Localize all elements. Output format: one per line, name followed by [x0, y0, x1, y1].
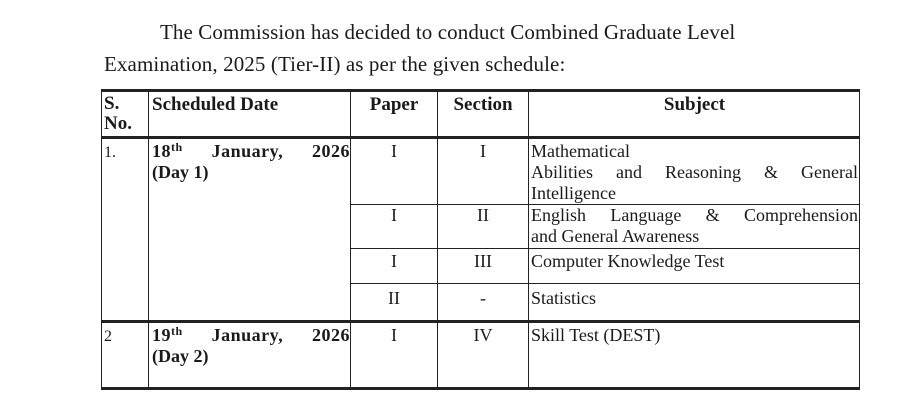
- intro-line-1: The Commission has decided to conduct Combined Graduate Level: [160, 20, 736, 44]
- row-paper: I: [351, 322, 438, 389]
- row-scheduled-date: [149, 138, 351, 322]
- intro-paragraph: [104, 16, 864, 80]
- table-row: [102, 322, 860, 389]
- row-paper: I: [351, 138, 438, 205]
- schedule-table: [101, 89, 860, 390]
- row-section: II: [438, 205, 529, 249]
- row-sno: 1.: [102, 138, 149, 322]
- row-paper: I: [351, 249, 438, 284]
- row-subject: Mathematical Abilities and Reasoning & General Intelligence: [529, 138, 860, 205]
- row-scheduled-date: [149, 322, 351, 389]
- header-subject: Subject: [529, 91, 860, 138]
- row-subject: English Language & Comprehension and General Awareness: [529, 205, 860, 249]
- date-line: 18th January, 2026: [152, 140, 350, 161]
- date-line: 19th January, 2026: [152, 324, 350, 345]
- header-scheduled-date: Scheduled Date: [149, 91, 351, 138]
- row-sno: 2: [102, 322, 149, 389]
- row-subject: Skill Test (DEST): [529, 322, 860, 389]
- table-row: [102, 138, 860, 205]
- row-paper: II: [351, 284, 438, 322]
- row-paper: I: [351, 205, 438, 249]
- row-section: I: [438, 138, 529, 205]
- row-section: IV: [438, 322, 529, 389]
- header-paper: Paper: [351, 91, 438, 138]
- intro-line-2: Examination, 2025 (Tier-II) as per the given schedule:: [104, 52, 566, 76]
- row-subject: Statistics: [529, 284, 860, 322]
- row-subject: Computer Knowledge Test: [529, 249, 860, 284]
- day-label: (Day 2): [152, 346, 209, 366]
- row-section: -: [438, 284, 529, 322]
- row-section: III: [438, 249, 529, 284]
- header-section: Section: [438, 91, 529, 138]
- header-sno: S. No.: [102, 91, 149, 138]
- table-header-row: [102, 91, 860, 138]
- day-label: (Day 1): [152, 162, 209, 182]
